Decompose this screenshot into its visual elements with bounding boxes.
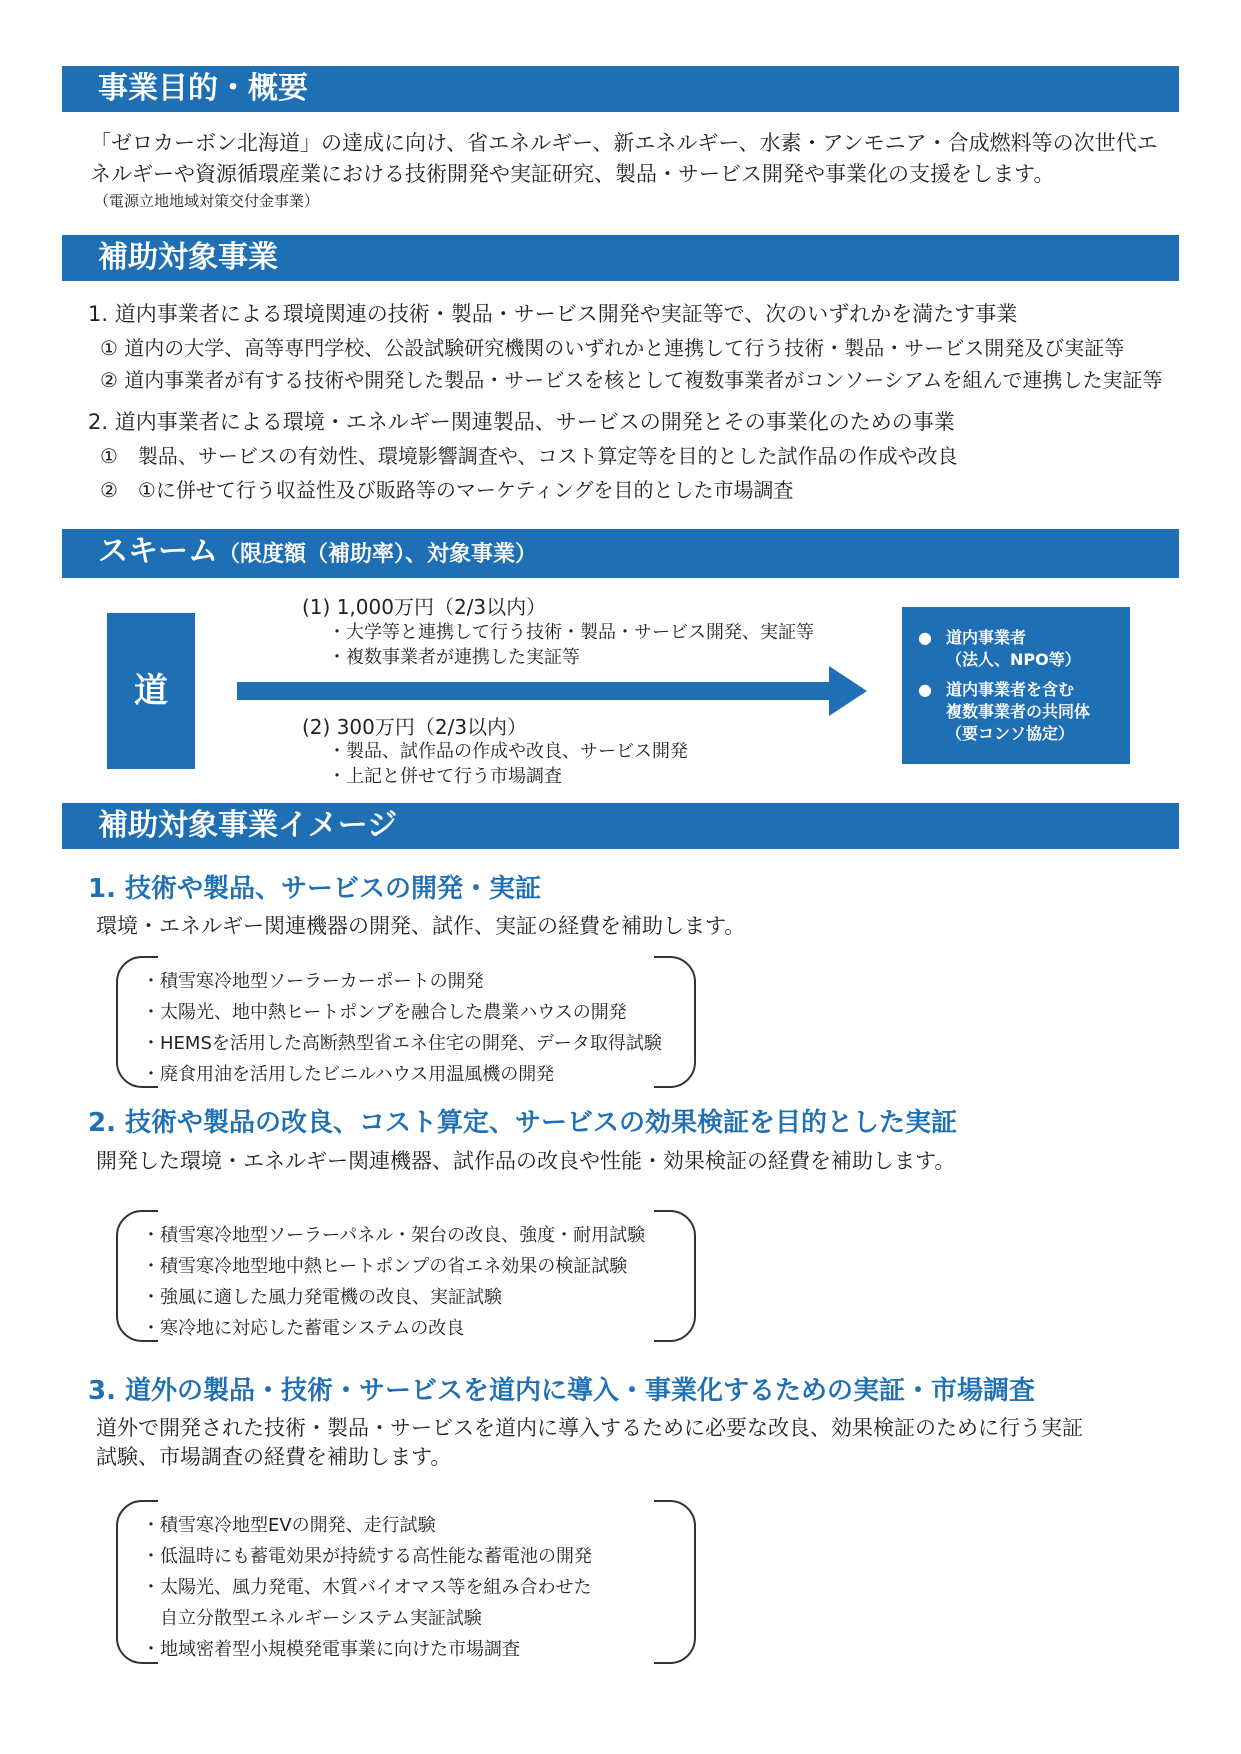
image-heading-1: 1. 技術や製品、サービスの開発・実証 [88, 874, 542, 904]
example-item: ・積雪寒冷地型地中熱ヒートポンプの省エネ効果の検証試験 [142, 1256, 628, 1277]
example-item: ・太陽光、風力発電、木質バイオマス等を組み合わせた [142, 1577, 592, 1598]
example-item: ・寒冷地に対応した蓄電システムの改良 [142, 1318, 465, 1339]
target-item-1b: ② 道内事業者が有する技術や開発した製品・サービスを核として複数事業者がコンソーシアムを組んで連携した実証等 [100, 368, 1163, 392]
image-desc-3-line2: 試験、市場調査の経費を補助します。 [96, 1445, 452, 1469]
target-item-1: 1. 道内事業者による環境関連の技術・製品・サービス開発や実証等で、次のいずれかを満たす事業 [88, 302, 1018, 326]
example-item: ・地域密着型小規模発電事業に向けた市場調査 [142, 1639, 520, 1660]
image-examples-1 [116, 956, 696, 1088]
image-desc-2: 開発した環境・エネルギー関連機器、試作品の改良や性能・効果検証の経費を補助します。 [96, 1149, 956, 1173]
example-item: ・強風に適した風力発電機の改良、実証試験 [142, 1287, 502, 1308]
section-title-image: 補助対象事業イメージ [62, 803, 1179, 849]
target-item-2: 2. 道内事業者による環境・エネルギー関連製品、サービスの開発とその事業化のための事業 [88, 410, 955, 434]
scheme-source-box: 道 [107, 613, 195, 769]
example-item: ・積雪寒冷地型ソーラーパネル・架台の改良、強度・耐用試験 [142, 1225, 646, 1246]
scheme-target-box [902, 607, 1130, 764]
purpose-text-line2: ネルギーや資源循環産業における技術開発や実証研究、製品・サービス開発や事業化の支援をします。 [90, 162, 1055, 186]
example-item: 自立分散型エネルギーシステム実証試験 [142, 1608, 482, 1629]
scheme-title-main: スキーム [98, 534, 218, 569]
example-item: ・積雪寒冷地型ソーラーカーポートの開発 [142, 971, 484, 992]
target-item-2b: ② ①に併せて行う収益性及び販路等のマーケティングを目的とした市場調査 [100, 478, 794, 502]
example-item: ・太陽光、地中熱ヒートポンプを融合した農業ハウスの開発 [142, 1002, 627, 1023]
target-bullet-1: ● [918, 628, 932, 647]
section-title-scheme [62, 529, 1179, 578]
scheme-tier2-head: (2) 300万円（2/3以内） [302, 715, 528, 739]
purpose-text-line1: 「ゼロカーボン北海道」の達成に向け、省エネルギー、新エネルギー、水素・アンモニア・合成燃料等の次世代エ [90, 131, 1158, 155]
image-desc-1: 環境・エネルギー関連機器の開発、試作、実証の経費を補助します。 [96, 914, 746, 938]
example-item: ・廃食用油を活用したビニルハウス用温風機の開発 [142, 1064, 555, 1085]
target-item-1a: ① 道内の大学、高等専門学校、公設試験研究機関のいずれかと連携して行う技術・製品・サービス開発及び実証等 [100, 336, 1125, 360]
scheme-arrow [237, 666, 867, 716]
purpose-note: （電源立地地域対策交付金事業） [94, 192, 320, 210]
scheme-tier1-head: (1) 1,000万円（2/3以内） [302, 595, 547, 619]
image-examples-2 [116, 1210, 696, 1342]
scheme-tier1-bullet1: ・大学等と連携して行う技術・製品・サービス開発、実証等 [328, 622, 814, 643]
target-item-2a: ① 製品、サービスの有効性、環境影響調査や、コスト算定等を目的とした試作品の作成や改良 [100, 444, 958, 468]
section-title-target: 補助対象事業 [62, 235, 1179, 281]
target2-line2: 複数事業者の共同体 [946, 702, 1091, 721]
target2-line3: （要コンソ協定） [946, 724, 1075, 743]
section-title-purpose: 事業目的・概要 [62, 66, 1179, 112]
image-heading-2: 2. 技術や製品の改良、コスト算定、サービスの効果検証を目的とした実証 [88, 1108, 958, 1138]
scheme-title-sub: （限度額（補助率）、対象事業） [218, 542, 538, 567]
target1-line2: （法人、NPO等） [946, 650, 1081, 669]
image-desc-3-line1: 道外で開発された技術・製品・サービスを道内に導入するために必要な改良、効果検証のために行う実証 [96, 1416, 1083, 1440]
scheme-tier2-bullet2: ・上記と併せて行う市場調査 [328, 766, 562, 787]
scheme-tier1-bullet2: ・複数事業者が連携した実証等 [328, 647, 580, 668]
example-item: ・積雪寒冷地型EVの開発、走行試験 [142, 1515, 436, 1536]
target1-line1: 道内事業者 [946, 628, 1027, 647]
target2-line1: 道内事業者を含む [946, 680, 1075, 699]
example-item: ・HEMSを活用した高断熱型省エネ住宅の開発、データ取得試験 [142, 1033, 662, 1054]
scheme-tier2-bullet1: ・製品、試作品の作成や改良、サービス開発 [328, 741, 688, 762]
image-examples-3 [116, 1500, 696, 1664]
target-bullet-2: ● [918, 680, 932, 699]
example-item: ・低温時にも蓄電効果が持続する高性能な蓄電池の開発 [142, 1546, 592, 1567]
image-heading-3: 3. 道外の製品・技術・サービスを道内に導入・事業化するための実証・市場調査 [88, 1376, 1036, 1406]
